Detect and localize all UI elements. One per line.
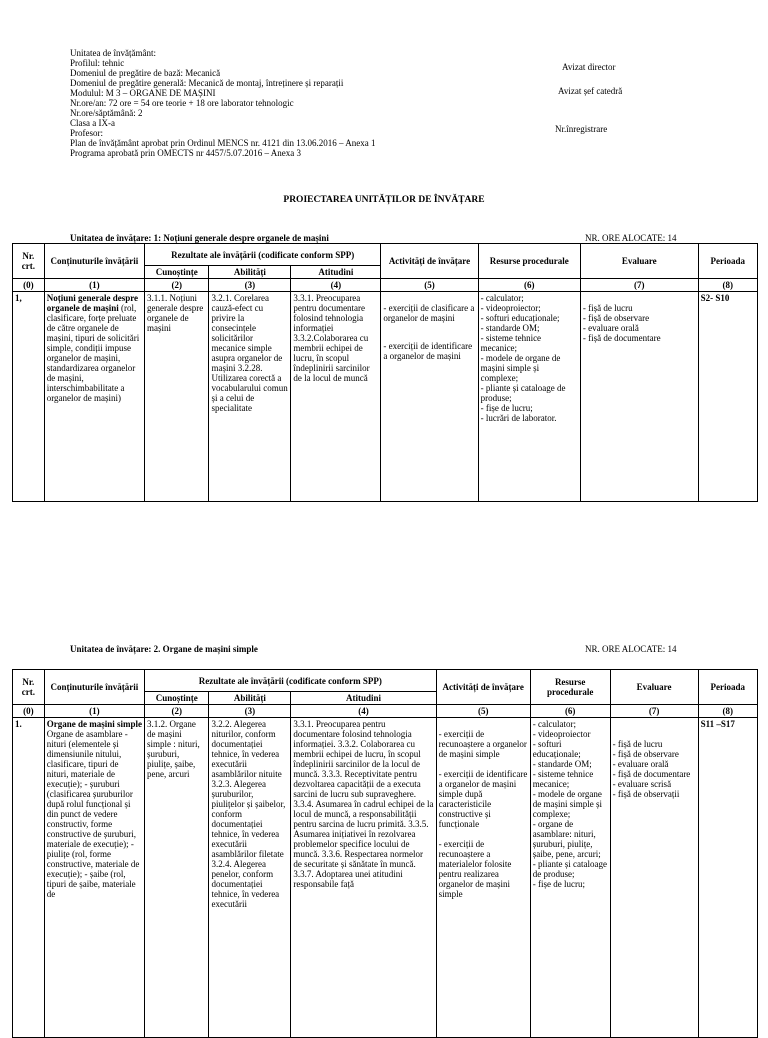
row2-continut-rest: Organe de asamblare - nituri (elementele și dimensiunile nitului, clasificare, tipuri de nituri, materiale de execuție); - șuruburi (clasificarea șuruburilor după rolul funcțional și din punct de vedere constructiv, forme constructive de șuruburi, materiale de execuție); - piulițe (rol, forme constructive, materiale de execuție); - șaibe (rol, tipuri de șaibe, materiale de xyxy=(46,729,140,899)
row2-resource: - calculator; xyxy=(532,719,577,729)
th-atitudini: Atitudini xyxy=(291,692,436,705)
row2-cunostinte: 3.1.2. Organe de mașini simple : nituri, șuruburi, piulițe, șaibe, pene, arcuri xyxy=(145,718,209,1038)
th-resurse: Resurse procedurale xyxy=(478,244,580,279)
idx-4: (4) xyxy=(291,705,436,718)
row2-resource: - organe de asamblare: nituri, șuruburi, piulițe, șaibe, pene, arcuri; xyxy=(532,819,601,859)
row1-eval: - evaluare orală xyxy=(582,323,639,333)
avizat-director: Avizat director xyxy=(562,62,616,72)
row2-resource: - modele de organe de mașini simple și complexe; xyxy=(532,789,603,819)
th-nr: Nr. crt. xyxy=(13,670,45,705)
row2-evaluare xyxy=(610,718,698,1038)
row2-resource: - sisteme tehnice mecanice; xyxy=(532,769,594,789)
idx-1: (1) xyxy=(44,705,144,718)
idx-5: (5) xyxy=(436,705,530,718)
unit2-table xyxy=(12,669,758,1038)
row1-resource: - pliante și cataloage de produse; xyxy=(480,383,566,403)
idx-2: (2) xyxy=(145,279,209,292)
header-line-module: Modulul: M 3 – ORGANE DE MAȘINI xyxy=(70,88,216,98)
header-line-plan: Plan de învățământ aprobat prin Ordinul MENCS nr. 4121 din 13.06.2016 – Anexa 1 xyxy=(70,138,376,148)
th-continut: Conținuturile învățării xyxy=(44,244,144,279)
row1-continut-rest: (rol, clasificare, forțe preluate de către organele de mașini, tipuri de solicitări simple, condiții impuse organelor de mașini, standardizarea organelor de mașini, interschimbabilitate a organelor de mașini) xyxy=(46,303,140,403)
row2-activity-3: - exerciții de recunoaștere a materialelor folosite pentru realizarea organelor de mașini simple xyxy=(438,839,512,899)
row1-resource: - softuri educaționale; xyxy=(480,313,560,323)
header-line-hours-week: Nr.ore/săptămână: 2 xyxy=(70,108,143,118)
avizat-sef-catedra: Avizat șef catedră xyxy=(558,86,623,96)
row1-continut xyxy=(44,292,144,502)
idx-3: (3) xyxy=(209,279,291,292)
header-line-class: Clasa a IX-a xyxy=(70,118,115,128)
row1-abilitati: 3.2.1. Corelarea cauză-efect cu privire la consecințele solicitărilor mecanice simple asupra organelor de mașini 3.2.28. Utilizarea corectă a vocabularului comun și a celui de specialitate xyxy=(209,292,291,502)
th-activitati: Activități de învățare xyxy=(436,670,530,705)
row1-cunostinte: 3.1.1. Noțiuni generale despre organele de mașini xyxy=(145,292,209,502)
row1-eval: - fișă de lucru xyxy=(582,303,633,313)
row1-activity-1: - exerciții de clasificare a organelor de mașini xyxy=(383,303,475,323)
row1-continut-title: Noțiuni generale despre organele de mașini xyxy=(46,293,139,313)
th-cunostinte: Cunoștințe xyxy=(145,692,209,705)
idx-8: (8) xyxy=(698,705,757,718)
row2-resource: - standarde OM; xyxy=(532,759,592,769)
th-evaluare: Evaluare xyxy=(580,244,698,279)
row1-eval: - fișă de observare xyxy=(582,313,650,323)
row2-activitati xyxy=(436,718,530,1038)
th-rezultate: Rezultate ale învățării (codificate conform SPP) xyxy=(145,670,437,692)
idx-0: (0) xyxy=(13,279,45,292)
row2-nr: 1. xyxy=(13,718,45,1038)
row2-resource: - videoproiector xyxy=(532,729,591,739)
th-abilitati: Abilități xyxy=(209,692,291,705)
row1-resource: - calculator; xyxy=(480,293,524,303)
th-atitudini: Atitudini xyxy=(291,266,381,279)
th-activitati: Activități de învățare xyxy=(381,244,478,279)
row2-resurse xyxy=(530,718,610,1038)
th-resurse: Resurse procedurale xyxy=(530,670,610,705)
row2-eval: - fișă de observare xyxy=(612,749,679,759)
row1-eval: - fișă de documentare xyxy=(582,333,661,343)
row2-activity-2: - exerciții de identificare a organelor de mașini simple după caracteristicile constructive și funcționale xyxy=(438,769,528,829)
header-line-program: Programa aprobată prin OMECTS nr 4457/5.07.2016 – Anexa 3 xyxy=(70,148,301,158)
idx-6: (6) xyxy=(478,279,580,292)
header-line-domain-base: Domeniul de pregătire de bază: Mecanică xyxy=(70,68,221,78)
idx-8: (8) xyxy=(698,279,757,292)
row1-atitudini: 3.3.1. Preocuparea pentru documentare folosind tehnologia informației 3.3.2.Colaborarea cu membrii echipei de lucru, în scopul îndeplinirii sarcinilor de la locul de muncă xyxy=(291,292,381,502)
header-line-hours-year: Nr.ore/an: 72 ore = 54 ore teorie + 18 ore laborator tehnologic xyxy=(70,98,294,108)
row1-activitati xyxy=(381,292,478,502)
row2-atitudini: 3.3.1. Preocuparea pentru documentare folosind tehnologia informației. 3.3.2. Colaborarea cu membrii echipei de lucru, în scopul îndeplinirii sarcinilor de la locul de muncă. 3.3.3. Receptivitate pentru dezvoltarea capacității de a executa sarcini de lucru sub supraveghere. 3.3.4. Asumarea în cadrul echipei de la locul de muncă, a responsabilității pentru sarcina de lucru primită. 3.3.5. Asumarea inițiativei în rezolvarea problemelor specifice locului de muncă. 3.3.6. Respectarea normelor de securitate și sănătate în muncă. 3.3.7. Adoptarea unei atitudini responsabile față xyxy=(291,718,436,1038)
idx-4: (4) xyxy=(291,279,381,292)
row2-continut xyxy=(44,718,144,1038)
page-title: PROIECTAREA UNITĂȚILOR DE ÎNVĂȚARE xyxy=(283,195,485,205)
nr-inregistrare: Nr.înregistrare xyxy=(555,124,608,134)
idx-5: (5) xyxy=(381,279,478,292)
unit2-hours: NR. ORE ALOCATE: 14 xyxy=(585,644,677,654)
th-cunostinte: Cunoștințe xyxy=(145,266,209,279)
row2-perioada: S11 –S17 xyxy=(698,718,757,1038)
row1-nr: 1, xyxy=(13,292,45,502)
idx-1: (1) xyxy=(44,279,144,292)
th-rezultate: Rezultate ale învățării (codificate conform SPP) xyxy=(145,244,381,266)
th-continut: Conținuturile învățării xyxy=(44,670,144,705)
row1-perioada: S2- S10 xyxy=(698,292,757,502)
header-line-school: Unitatea de învățământ: xyxy=(70,48,156,58)
unit1-label: Unitatea de învățare: 1: Noțiuni generale despre organele de mașini xyxy=(70,233,329,243)
th-perioada: Perioada xyxy=(698,244,757,279)
row1-activity-2: - exerciții de identificare a organelor de mașini xyxy=(383,341,473,361)
th-evaluare: Evaluare xyxy=(610,670,698,705)
row2-eval: - fișă de documentare xyxy=(612,769,691,779)
th-nr: Nr. crt. xyxy=(13,244,45,279)
idx-0: (0) xyxy=(13,705,45,718)
row2-activity-1: - exerciții de recunoaștere a organelor de mașini simple xyxy=(438,729,527,759)
row2-continut-title: Organe de mașini simple xyxy=(46,719,142,729)
row1-evaluare xyxy=(580,292,698,502)
row2-eval: - evaluare scrisă xyxy=(612,779,672,789)
header-line-profile: Profilul: tehnic xyxy=(70,58,125,68)
row1-resurse xyxy=(478,292,580,502)
row2-eval: - fișă de lucru xyxy=(612,739,663,749)
document-header xyxy=(70,48,730,158)
unit2-label: Unitatea de învățare: 2. Organe de mașini simple xyxy=(70,644,258,654)
row1-resource: - videoproiector; xyxy=(480,303,541,313)
row2-resource: - softuri educaționale; xyxy=(532,739,581,759)
idx-2: (2) xyxy=(145,705,209,718)
row1-resource: - modele de organe de mașini simple și complexe; xyxy=(480,353,561,383)
row2-eval: - fișă de observații xyxy=(612,789,680,799)
idx-7: (7) xyxy=(580,279,698,292)
row1-resource: - standarde OM; xyxy=(480,323,540,333)
row2-resource: - fișe de lucru; xyxy=(532,879,586,889)
header-line-teacher: Profesor: xyxy=(70,128,103,138)
row2-abilitati: 3.2.2. Alegerea niturilor, conform documentației tehnice, în vederea executării asamblărilor nituite 3.2.3. Alegerea șuruburilor, piulițelor și șaibelor, conform documentației tehnice, în vederea executării asamblărilor filetate 3.2.4. Alegerea penelor, conform documentației tehnice, în vederea executării xyxy=(209,718,291,1038)
idx-7: (7) xyxy=(610,705,698,718)
idx-6: (6) xyxy=(530,705,610,718)
unit1-hours: NR. ORE ALOCATE: 14 xyxy=(585,233,677,243)
row1-resource: - sisteme tehnice mecanice; xyxy=(480,333,542,353)
row1-resource: - lucrări de laborator. xyxy=(480,413,557,423)
row2-resource: - pliante și cataloage de produse; xyxy=(532,859,607,879)
header-line-domain-general: Domeniul de pregătire generală: Mecanică de montaj, întreținere și reparații xyxy=(70,78,344,88)
row1-resource: - fișe de lucru; xyxy=(480,403,533,413)
unit1-table xyxy=(12,243,758,502)
row2-eval: - evaluare orală xyxy=(612,759,669,769)
th-abilitati: Abilități xyxy=(209,266,291,279)
th-perioada: Perioada xyxy=(698,670,757,705)
idx-3: (3) xyxy=(209,705,291,718)
